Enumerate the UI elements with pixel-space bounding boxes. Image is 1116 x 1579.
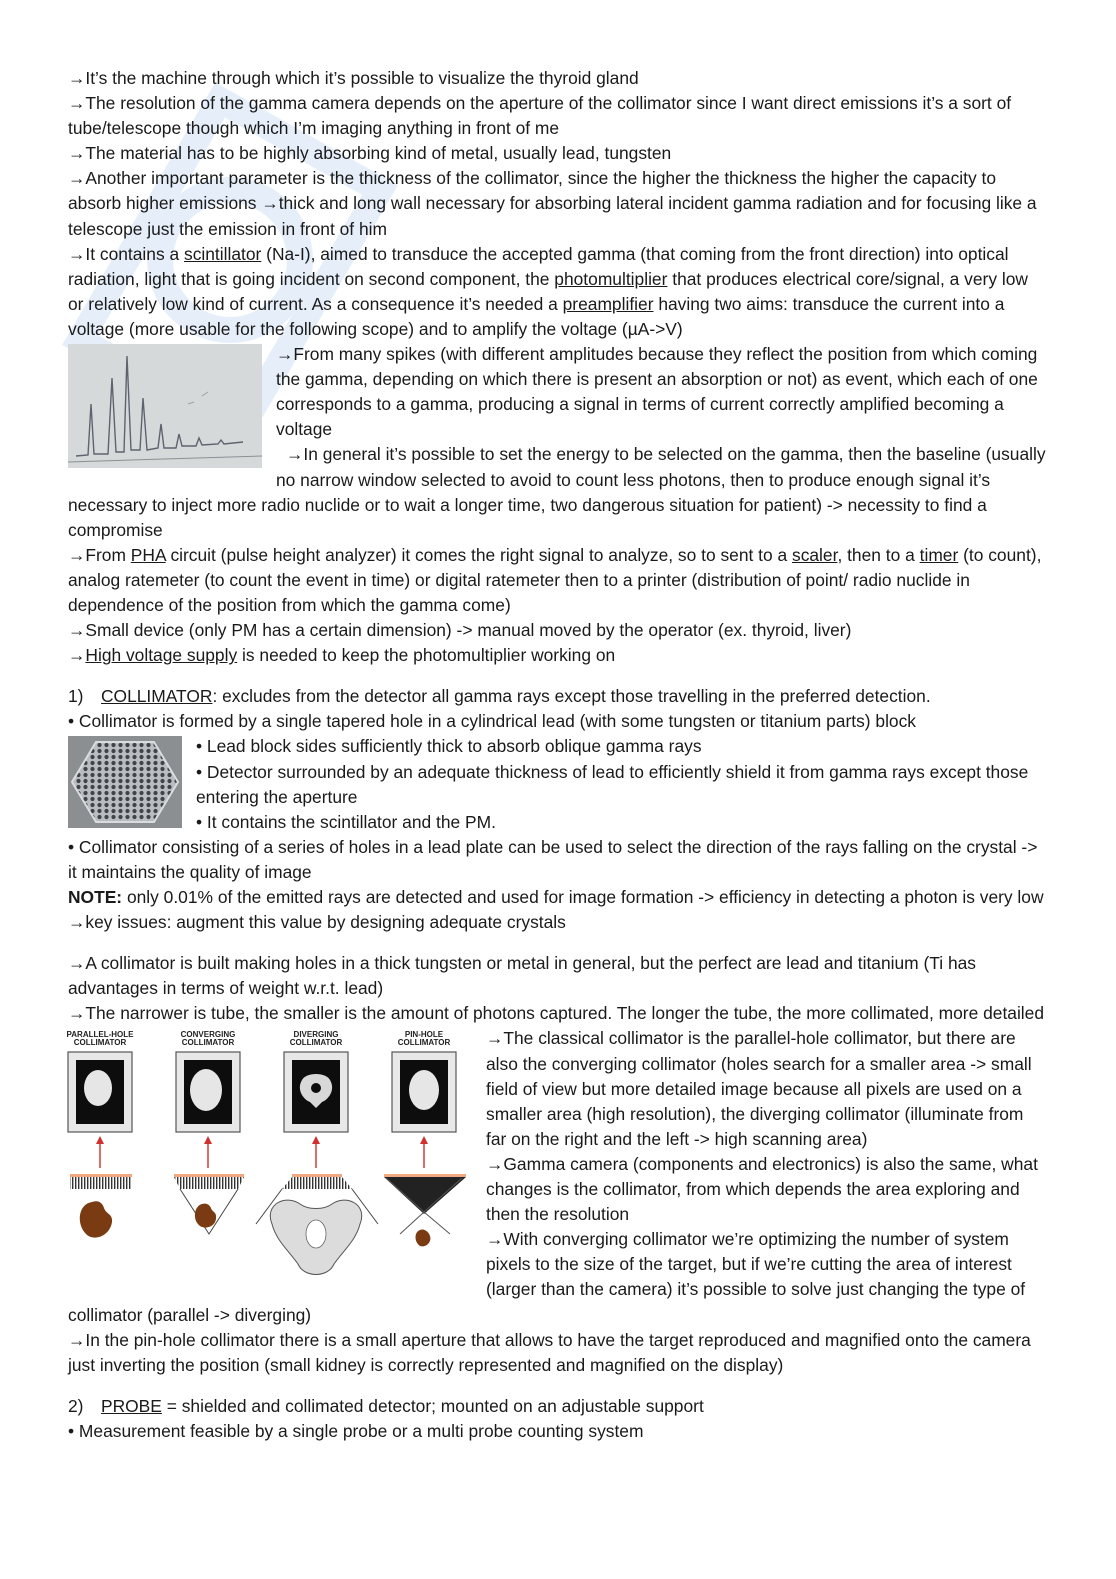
collimator-types-figure — [60, 1028, 478, 1296]
section-probe-heading: 2) PROBE = shielded and collimated detector; mounted on an adjustable support — [68, 1395, 704, 1416]
term-high-voltage-supply: High voltage supply — [85, 645, 238, 666]
paragraph-spikes: →From many spikes (with different amplitudes because they reflect the position from which coming the gamma, depending on which there is present an absorption or not) as event, which each of one corresponds to a gamma, producing a signal in terms of current correctly amplified becoming a voltage — [276, 344, 1038, 440]
section-probe-title: PROBE — [101, 1395, 162, 1416]
section-collimator-heading: 1) COLLIMATOR: excludes from the detector all gamma rays except those travelling in the preferred detection. — [68, 686, 931, 707]
paragraph-pha: →From PHA circuit (pulse height analyzer) it comes the right signal to analyze, so to sent to a scaler, then to a timer (to count), analog ratemeter (to count the event in time) or digital ratemeter then to a printer (distribution of point/ radio nuclide in dependence of the position from which the gamma come) — [68, 544, 1042, 615]
bullet-lead-sides: • Lead block sides sufficiently thick to absorb oblique gamma rays — [196, 736, 702, 757]
lead-block-photo — [68, 736, 182, 828]
term-photomultiplier: photomultiplier — [554, 268, 668, 289]
term-pha: PHA — [130, 544, 166, 565]
parallel-hole-panel — [67, 1030, 135, 1238]
term-timer: timer — [919, 544, 959, 565]
parallel-label-1: PARALLEL-HOLE — [66, 1030, 134, 1040]
converging-panel — [174, 1030, 244, 1234]
converging-label-2: COLLIMATOR — [181, 1038, 235, 1048]
bullet-detector-shield: • Detector surrounded by an adequate thickness of lead to efficiently shield it from gamma rays except those entering the aperture — [196, 761, 1029, 807]
paragraph-energy: →In general it’s possible to set the energy to be selected on the gamma, then the baseline (usually no narrow window selected to avoid to count less photons, then to produce enough signal it’s necessary to inject more radio nuclide or to wait a longer time, two dangerous situation for patient) -> necessity to find a compromise — [68, 444, 1046, 540]
bullet-contains-scintillator: • It contains the scintillator and the PM. — [196, 811, 496, 832]
diverging-panel — [256, 1030, 378, 1275]
pinhole-label-1: PIN-HOLE — [404, 1030, 444, 1040]
paragraph-machine: →It’s the machine through which it’s possible to visualize the thyroid gland — [68, 68, 639, 88]
paragraph-pin-hole: →In the pin-hole collimator there is a small aperture that allows to have the target reproduced and magnified onto the camera just inverting the position (small kidney is correctly represented and magnified on the display) — [68, 1329, 1031, 1375]
section-collimator-title: COLLIMATOR — [101, 686, 213, 707]
spikes-photo — [68, 344, 262, 468]
converging-label-1: CONVERGING — [180, 1030, 236, 1040]
term-preamplifier: preamplifier — [562, 293, 654, 314]
paragraph-high-voltage: →High voltage supply is needed to keep the photomultiplier working on — [68, 645, 616, 666]
bullet-probe-measurement: • Measurement feasible by a single probe or a multi probe counting system — [68, 1420, 644, 1441]
spacer — [68, 935, 1048, 951]
paragraph-small-device: →Small device (only PM has a certain dimension) -> manual moved by the operator (ex. thyroid, liver) — [68, 620, 852, 641]
document-body — [68, 66, 1048, 1444]
note-paragraph: NOTE: only 0.01% of the emitted rays are detected and used for image formation -> efficiency in detecting a photon is very low →key issues: augment this value by designing adequate crystals — [68, 887, 1044, 933]
diverging-label-1: DIVERGING — [293, 1030, 339, 1040]
pinhole-label-2: COLLIMATOR — [397, 1038, 451, 1048]
paragraph-converging-optimize: →With converging collimator we’re optimizing the number of system pixels to the size of the target, but if we’re cutting the area of interest (larger than the camera) it’s possible to solve just changing the type of collimator (parallel -> diverging) — [68, 1229, 1026, 1325]
note-label: NOTE: — [68, 887, 123, 907]
spacer — [68, 1378, 1048, 1394]
paragraph-material: →The material has to be highly absorbing kind of metal, usually lead, tungsten — [68, 143, 672, 164]
paragraph-collimator-built: →A collimator is built making holes in a thick tungsten or metal in general, but the perfect are lead and titanium (Ti has advantages in terms of weight w.r.t. lead) — [68, 953, 976, 999]
paragraph-thickness: →Another important parameter is the thickness of the collimator, since the higher the thickness the higher the capacity to absorb higher emissions →thick and long wall necessary for absorbing lateral incident gamma radiation and for focusing like a telescope just the emission in front of him — [68, 168, 1037, 239]
bullet-tapered-hole: • Collimator is formed by a single tapered hole in a cylindrical lead (with some tungsten or titanium parts) block — [68, 711, 916, 732]
diverging-label-2: COLLIMATOR — [289, 1038, 343, 1048]
paragraph-scintillator: →It contains a scintillator (Na-I), aimed to transduce the accepted gamma (that coming from the front direction) into optical radiation, light that is going incident on second component, the photomultiplier that produces electrical core/signal, a very low or relatively low kind of current. As a consequence it’s needed a preamplifier having two aims: transduce the current into a voltage (more usable for the following scope) and to amplify the voltage (µA->V) — [68, 243, 1028, 339]
term-scaler: scaler — [792, 544, 838, 565]
pin-hole-panel — [384, 1030, 466, 1246]
paragraph-classical-collimator: →The classical collimator is the parallel-hole collimator, but there are also the converging collimator (holes search for a smaller area -> small field of view but more detailed image because all pixels are used on a smaller area (high resolution), the diverging collimator (illuminate from far on the right and the left -> high scanning area) — [486, 1028, 1032, 1149]
bullet-holes-plate: • Collimator consisting of a series of holes in a lead plate can be used to select the direction of the rays falling on the crystal -> it maintains the quality of image — [68, 836, 1038, 882]
paragraph-gamma-camera-same: →Gamma camera (components and electronics) is also the same, what changes is the collimator, from which depends the area exploring and then the resolution — [486, 1153, 1038, 1225]
paragraph-resolution: →The resolution of the gamma camera depends on the aperture of the collimator since I want direct emissions it’s a sort of tube/telescope though which I’m imaging anything in front of me — [68, 93, 1012, 139]
term-scintillator: scintillator — [184, 243, 262, 264]
spacer — [68, 668, 1048, 684]
parallel-label-2: COLLIMATOR — [73, 1038, 127, 1048]
paragraph-narrower-tube: →The narrower is tube, the smaller is the amount of photons captured. The longer the tube, the more collimated, more detailed — [68, 1003, 1045, 1024]
